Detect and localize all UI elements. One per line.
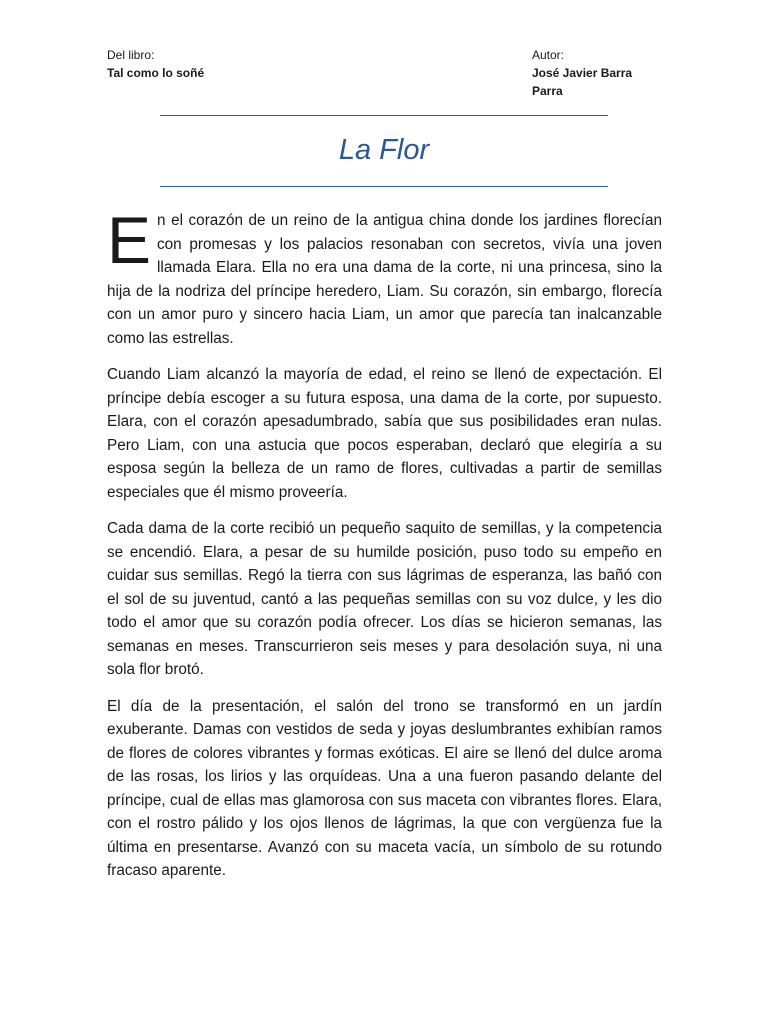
book-info [107, 46, 204, 82]
author-info [532, 46, 661, 100]
paragraph-1-text: n el corazón de un reino de la antigua china donde los jardines florecían con promesas y los palacios resonaban con secretos, vivía una joven llamada Elara. Ella no era una dama de la corte, ni una princesa, sino la hija de la nodriza del príncipe heredero, Liam. Su corazón, sin embargo, florecía con un amor puro y sincero hacia Liam, un amor que parecía tan inalcanzable como las estrellas. [107, 212, 662, 347]
drop-cap: E [107, 203, 152, 277]
book-title: Tal como lo soñé [107, 66, 205, 80]
paragraph-3: Cada dama de la corte recibió un pequeño saquito de semillas, y la competencia se encendió. Elara, a pesar de su humilde posición, puso todo su empeño en cuidar sus semillas. Regó la tierra con sus lágrimas de esperanza, las bañó con el sol de su juventud, cantó a las pequeñas semillas con su voz dulce, y les dio todo el amor que su corazón podía ofrecer. Los días se hicieron semanas, las semanas en meses. Transcurrieron seis meses y para desolación suya, ni una sola flor brotó. [107, 520, 662, 678]
author-label: Autor: [532, 48, 565, 62]
story-title: La Flor [338, 134, 430, 166]
paragraph-4: El día de la presentación, el salón del trono se transformó en un jardín exuberante. Damas con vestidos de seda y joyas deslumbrantes exhibían ramos de flores de colores vibrantes y formas exóticas. El aire se llenó del dulce aroma de las rosas, los lirios y las orquídeas. Una a una fueron pasando delante del príncipe, cual de ellas mas glamorosa con sus maceta con vibrantes flores. Elara, con el rostro pálido y los ojos llenos de lágrimas, la que con vergüenza fue la última en presentarse. Avanzó con su maceta vacía, un símbolo de su rotundo fracaso aparente. [107, 697, 662, 879]
page-header [107, 46, 661, 98]
paragraph-1 [107, 203, 662, 350]
title-top-rule [160, 115, 608, 116]
paragraph-2: Cuando Liam alcanzó la mayoría de edad, el reino se llenó de expectación. El príncipe debía escoger a su futura esposa, una dama de la corte, por supuesto. Elara, con el corazón apesadumbrado, sabía que sus posibilidades eran nulas. Pero Liam, con una astucia que pocos esperaban, declaró que elegiría a su esposa según la belleza de un ramo de flores, cultivadas a partir de semillas especiales que él mismo proveería. [107, 366, 662, 501]
story-body [107, 203, 662, 896]
book-label: Del libro: [107, 48, 155, 62]
author-name: José Javier Barra Parra [532, 66, 633, 98]
title-bottom-rule [160, 186, 608, 187]
